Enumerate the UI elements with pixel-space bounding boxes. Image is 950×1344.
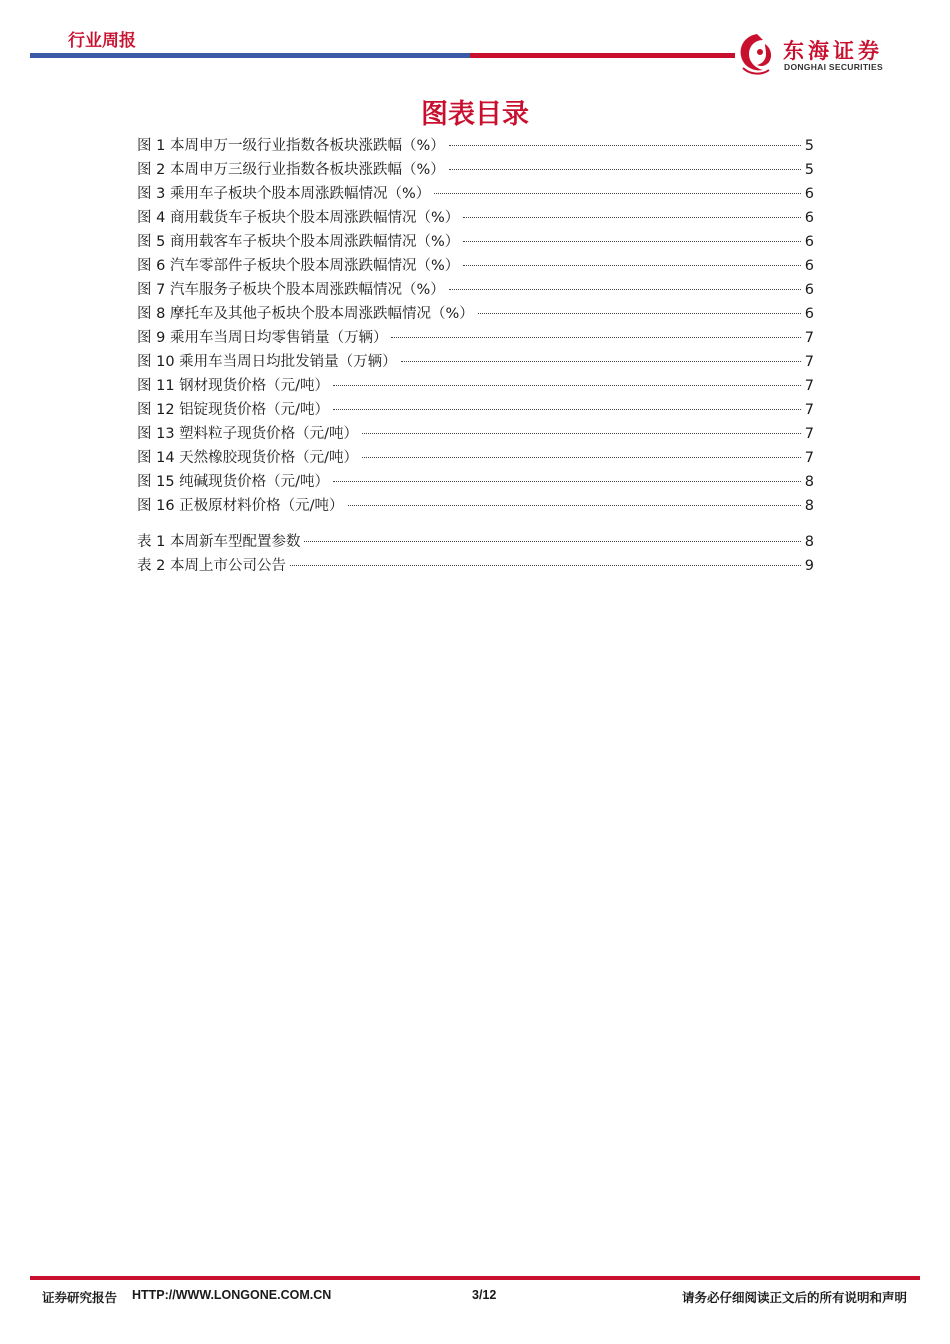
dot-leader: [434, 193, 801, 194]
page-number: 3/12: [472, 1288, 497, 1302]
dot-leader: [463, 241, 801, 242]
toc-entry-label: 图 1 本周申万一级行业指数各板块涨跌幅（%）: [137, 138, 445, 154]
toc-entry-label: 图 7 汽车服务子板块个股本周涨跌幅情况（%）: [137, 282, 445, 298]
toc-entry-figure-13[interactable]: [137, 422, 814, 446]
toc-entry-label: 图 5 商用载客车子板块个股本周涨跌幅情况（%）: [137, 234, 460, 250]
toc-entry-label: 表 1 本周新车型配置参数: [137, 534, 301, 550]
toc-entry-table-2[interactable]: [137, 554, 814, 578]
report-type-label: 行业周报: [68, 31, 136, 51]
toc-entry-label: 图 12 铝锭现货价格（元/吨）: [137, 402, 330, 418]
toc-entry-figure-12[interactable]: [137, 398, 814, 422]
company-name-cn: 东海证券: [783, 39, 883, 63]
dot-leader: [304, 541, 800, 542]
page-title: 图表目录: [421, 99, 529, 130]
toc-entry-label: 图 16 正极原材料价格（元/吨）: [137, 498, 344, 514]
toc-entry-figure-6[interactable]: [137, 254, 814, 278]
section-spacer: [137, 518, 814, 530]
toc-entry-page: 7: [804, 330, 814, 346]
toc-entry-label: 图 8 摩托车及其他子板块个股本周涨跌幅情况（%）: [137, 306, 474, 322]
toc-entry-label: 图 11 钢材现货价格（元/吨）: [137, 378, 330, 394]
toc-entry-page: 8: [804, 534, 814, 550]
toc-entry-label: 图 10 乘用车当周日均批发销量（万辆）: [137, 354, 397, 370]
dot-leader: [449, 145, 801, 146]
dot-leader: [463, 265, 801, 266]
toc-entry-table-1[interactable]: [137, 530, 814, 554]
footer-website-link[interactable]: HTTP://WWW.LONGONE.COM.CN: [132, 1288, 332, 1302]
toc-entry-label: 表 2 本周上市公司公告: [137, 558, 286, 574]
toc-entry-page: 7: [804, 378, 814, 394]
toc-entry-figure-14[interactable]: [137, 446, 814, 470]
toc-entry-page: 8: [804, 498, 814, 514]
dot-leader: [348, 505, 801, 506]
toc-entry-label: 图 9 乘用车当周日均零售销量（万辆）: [137, 330, 388, 346]
toc-entry-figure-8[interactable]: [137, 302, 814, 326]
toc-entry-page: 8: [804, 474, 814, 490]
toc-entry-figure-1[interactable]: [137, 134, 814, 158]
toc-entry-page: 6: [804, 282, 814, 298]
toc-entry-page: 6: [804, 306, 814, 322]
dot-leader: [333, 385, 801, 386]
toc-entry-label: 图 3 乘用车子板块个股本周涨跌幅情况（%）: [137, 186, 431, 202]
toc-entry-page: 7: [804, 354, 814, 370]
company-logo: [735, 30, 925, 76]
header-rule-accent: [30, 53, 470, 58]
toc-entry-page: 6: [804, 186, 814, 202]
toc-entry-figure-11[interactable]: [137, 374, 814, 398]
dot-leader: [401, 361, 801, 362]
toc-entry-label: 图 13 塑料粒子现货价格（元/吨）: [137, 426, 359, 442]
toc-entry-figure-2[interactable]: [137, 158, 814, 182]
toc-entry-figure-4[interactable]: [137, 206, 814, 230]
toc-entry-figure-5[interactable]: [137, 230, 814, 254]
toc-entry-page: 5: [804, 138, 814, 154]
dot-leader: [391, 337, 800, 338]
dot-leader: [362, 457, 801, 458]
toc-entry-figure-7[interactable]: [137, 278, 814, 302]
toc-entry-page: 6: [804, 210, 814, 226]
footer-disclaimer: 请务必仔细阅读正文后的所有说明和声明: [682, 1290, 908, 1305]
dot-leader: [478, 313, 801, 314]
dragon-logo-icon: [735, 30, 779, 76]
dot-leader: [463, 217, 801, 218]
toc-entry-page: 5: [804, 162, 814, 178]
dot-leader: [449, 169, 801, 170]
dot-leader: [362, 433, 801, 434]
footer-rule: [30, 1276, 920, 1280]
toc-entry-label: 图 6 汽车零部件子板块个股本周涨跌幅情况（%）: [137, 258, 460, 274]
table-of-figures: [137, 134, 814, 578]
toc-entry-page: 7: [804, 450, 814, 466]
toc-entry-label: 图 14 天然橡胶现货价格（元/吨）: [137, 450, 359, 466]
toc-entry-figure-10[interactable]: [137, 350, 814, 374]
toc-entry-page: 9: [804, 558, 814, 574]
toc-entry-label: 图 4 商用载货车子板块个股本周涨跌幅情况（%）: [137, 210, 460, 226]
dot-leader: [333, 409, 801, 410]
toc-entry-page: 7: [804, 402, 814, 418]
dot-leader: [290, 565, 801, 566]
toc-entry-page: 7: [804, 426, 814, 442]
dot-leader: [449, 289, 801, 290]
toc-entry-figure-9[interactable]: [137, 326, 814, 350]
toc-entry-figure-3[interactable]: [137, 182, 814, 206]
toc-entry-page: 6: [804, 258, 814, 274]
toc-entry-figure-15[interactable]: [137, 470, 814, 494]
dot-leader: [333, 481, 801, 482]
toc-entry-page: 6: [804, 234, 814, 250]
toc-entry-label: 图 15 纯碱现货价格（元/吨）: [137, 474, 330, 490]
footer-report-label: 证券研究报告: [42, 1290, 118, 1305]
toc-entry-figure-16[interactable]: [137, 494, 814, 518]
toc-entry-label: 图 2 本周申万三级行业指数各板块涨跌幅（%）: [137, 162, 445, 178]
company-name-en: DONGHAI SECURITIES: [784, 62, 883, 72]
